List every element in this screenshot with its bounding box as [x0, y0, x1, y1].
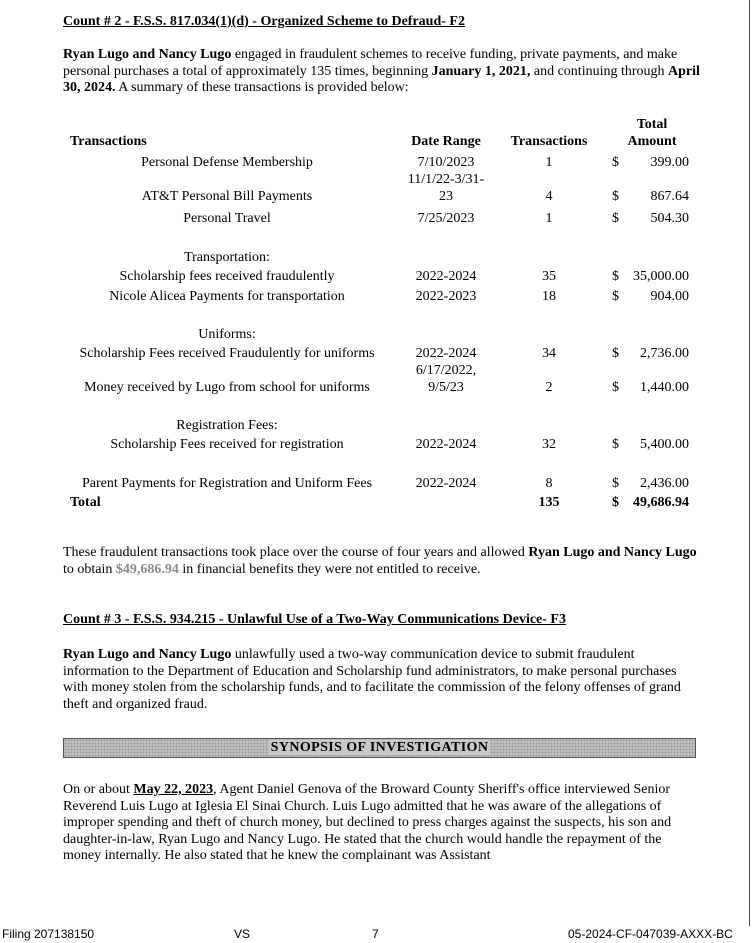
- table-row-count: 18: [542, 289, 556, 304]
- synopsis-banner: [63, 738, 696, 758]
- total-amount: 49,686.94: [633, 495, 689, 510]
- table-row-date: 7/10/2023: [417, 155, 475, 170]
- total-count: 135: [538, 495, 560, 510]
- footer-vs: VS: [234, 927, 251, 941]
- table-row-date: 2022-2024: [415, 269, 477, 284]
- group-label-transportation: Transportation:: [184, 250, 270, 265]
- table-row-label: Scholarship Fees received Fraudulently for uniforms: [79, 346, 375, 361]
- table-row-label: Personal Travel: [183, 211, 271, 226]
- count-3-text: unlawfully used a two-way communication device to submit fraudulent information to the Department of Education and Scholarship fund administrators, to make personal purchases with money stolen from the scholarship funds, and to facilitate the commission of the felony offenses of grand theft and organized fraud.: [63, 647, 681, 712]
- group-label-registration: Registration Fees:: [176, 418, 278, 433]
- page-edge-rule: [749, 0, 750, 926]
- synopsis-title: SYNOPSIS OF INVESTIGATION: [270, 740, 489, 755]
- footer-case-number: 05-2024-CF-047039-AXXX-BC: [568, 927, 733, 941]
- table-row-amount: 2,436.00: [640, 476, 689, 491]
- table-row-amount: 504.30: [650, 211, 689, 226]
- table-row-amount: 867.64: [650, 189, 689, 204]
- table-row-amount: 1,440.00: [640, 380, 689, 395]
- table-row-count: 35: [542, 269, 556, 284]
- table-row-date: 2022-2024: [415, 437, 477, 452]
- synopsis-text-1: On or about: [63, 782, 134, 797]
- count-3-paragraph: [63, 647, 703, 713]
- table-row-dollar: $: [612, 211, 619, 226]
- table-row-label: Scholarship Fees received for registration: [110, 437, 344, 452]
- synopsis-date: May 22, 2023: [133, 782, 214, 797]
- table-row-date: 2022-2024: [415, 346, 477, 361]
- table-row-dollar: $: [612, 346, 619, 361]
- table-row-amount: 5,400.00: [640, 437, 689, 452]
- table-row-dollar: $: [612, 476, 619, 491]
- table-row-count: 34: [542, 346, 556, 361]
- table-row-label: Money received by Lugo from school for uniforms: [84, 380, 370, 395]
- table-row-dollar: $: [612, 269, 619, 284]
- header-amount-line1: Total: [636, 117, 668, 132]
- footer-filing-number: Filing 207138150: [2, 927, 95, 941]
- total-label: Total: [70, 495, 101, 510]
- intro-names: Ryan Lugo and Nancy Lugo: [63, 47, 232, 62]
- summary-text-2: to obtain: [63, 561, 116, 577]
- footer-page-number: 7: [372, 927, 379, 941]
- synopsis-text-2: , Agent Daniel Genova of the Broward County Sheriff's office interviewed Senior Reverend Luis Lugo at Iglesia El Sinai Church. Luis Lugo admitted that he was aware of the allegations of improper spending and theft of church money, but declined to press charges against the suspects, his son and daughter-in-law, Ryan Lugo and Nancy Lugo. He stated that the church would handle the repayment of the money internally. He also stated that he knew the complainant was Assistant: [63, 782, 672, 863]
- table-row-label: Parent Payments for Registration and Uniform Fees: [81, 476, 373, 491]
- intro-end-date: April 30, 2024.: [63, 63, 700, 95]
- table-row-date: 2022-2023: [415, 289, 477, 304]
- summary-text-3: in financial benefits they were not entitled to receive.: [178, 561, 481, 577]
- table-row-dollar: $: [612, 437, 619, 452]
- table-row-amount: 399.00: [650, 155, 689, 170]
- intro-text-2: and continuing through: [530, 63, 669, 79]
- table-row-count: 1: [545, 155, 553, 170]
- table-row-count: 4: [545, 189, 553, 204]
- table-row-count: 32: [542, 437, 556, 452]
- table-row-amount: 904.00: [650, 289, 689, 304]
- table-row-date-line1: 11/1/22-3/31-: [407, 172, 485, 187]
- table-row-date-line1: 6/17/2022,: [415, 363, 477, 378]
- summary-names: Ryan Lugo and Nancy Lugo: [528, 545, 697, 560]
- table-row-amount: 2,736.00: [640, 346, 689, 361]
- intro-text-3: A summary of these transactions is provided below:: [115, 80, 409, 95]
- header-date-range: Date Range: [411, 134, 481, 149]
- table-row-count: 2: [545, 380, 553, 395]
- intro-text-1: engaged in fraudulent schemes to receive funding, private payments, and make personal purchases a total of approximately 135 times, beginning: [63, 47, 678, 79]
- synopsis-paragraph: [63, 782, 703, 865]
- table-row-date: 2022-2024: [415, 476, 477, 491]
- table-row-dollar: $: [612, 380, 619, 395]
- header-amount-line2: Amount: [627, 134, 677, 149]
- table-row-date-line2: 23: [439, 189, 453, 204]
- summary-text-1: These fraudulent transactions took place over the course of four years and allowed: [63, 545, 529, 560]
- table-row-label: Nicole Alicea Payments for transportation: [109, 289, 345, 304]
- table-row-label: Scholarship fees received fraudulently: [119, 269, 335, 284]
- table-row-date-line2: 9/5/23: [428, 380, 464, 395]
- table-row-count: 1: [545, 211, 553, 226]
- table-row-dollar: $: [612, 189, 619, 204]
- group-label-uniforms: Uniforms:: [198, 327, 256, 342]
- count-3-heading: Count # 3 - F.S.S. 934.215 - Unlawful Use of a Two-Way Communications Device- F3: [63, 612, 566, 627]
- table-row-label: AT&T Personal Bill Payments: [141, 189, 313, 204]
- header-transactions: Transactions: [70, 134, 147, 149]
- table-row-date: 7/25/2023: [417, 211, 475, 226]
- total-dollar: $: [612, 495, 619, 510]
- count-2-intro: [63, 47, 703, 97]
- header-count: Transactions: [510, 134, 588, 149]
- summary-amount: $49,686.94: [115, 561, 179, 577]
- intro-start-date: January 1, 2021,: [431, 63, 531, 79]
- table-row-count: 8: [545, 476, 553, 491]
- table-row-label: Personal Defense Membership: [141, 155, 313, 170]
- count-2-heading: Count # 2 - F.S.S. 817.034(1)(d) - Organized Scheme to Defraud- F2: [63, 14, 465, 29]
- count-3-names: Ryan Lugo and Nancy Lugo: [63, 647, 232, 662]
- table-row-amount: 35,000.00: [633, 269, 689, 284]
- summary-paragraph: [63, 545, 703, 578]
- table-row-dollar: $: [612, 155, 619, 170]
- table-row-dollar: $: [612, 289, 619, 304]
